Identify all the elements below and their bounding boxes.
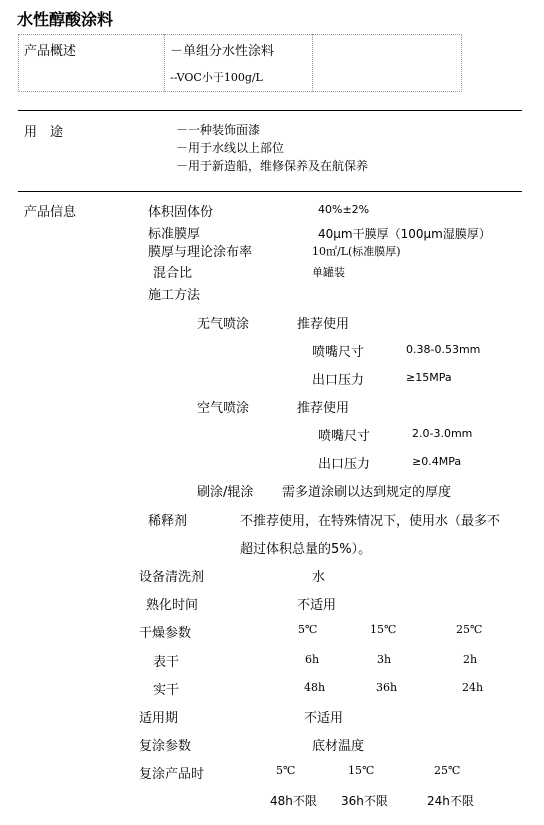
thinner-label: 稀释剂	[148, 514, 188, 529]
air-pressure-value: ≥0.4MPa	[412, 455, 462, 468]
section-divider-2	[18, 191, 522, 192]
info-key-mix: 混合比	[153, 266, 193, 281]
surface-dry-value: 2h	[463, 653, 478, 666]
brush-label: 刷涂/辊涂	[197, 485, 254, 500]
info-key-solids: 体积固体份	[148, 205, 214, 220]
cure-value: 不适用	[297, 598, 337, 613]
airless-label: 无气喷涂	[197, 317, 250, 332]
airless-nozzle-key: 喷嘴尺寸	[312, 345, 365, 360]
surface-dry-value: 6h	[305, 653, 320, 666]
airless-pressure-value: ≥15MPa	[406, 371, 452, 384]
thinner-line-2: 超过体积总量的5%）。	[240, 542, 372, 557]
overview-line-1: －单组分水性涂料	[170, 44, 275, 59]
info-key-application: 施工方法	[148, 288, 201, 303]
dry-temp: 25℃	[456, 623, 483, 636]
info-key-film: 标准膜厚	[148, 227, 201, 242]
overview-divider-2	[312, 34, 313, 92]
hard-dry-value: 36h	[376, 681, 398, 694]
brush-value: 需多道涂刷以达到规定的厚度	[282, 485, 452, 500]
surface-dry-value: 3h	[377, 653, 392, 666]
airless-rec: 推荐使用	[297, 317, 350, 332]
recoat-interval: 36h不限	[341, 794, 388, 808]
cleaner-label: 设备清洗剂	[139, 570, 205, 585]
usage-item: －一种装饰面漆	[176, 123, 261, 137]
overview-divider-1	[164, 34, 165, 92]
info-key-coverage: 膜厚与理论涂布率	[148, 245, 253, 260]
info-value-solids: 40%±2%	[318, 203, 370, 216]
air-pressure-key: 出口压力	[318, 457, 371, 472]
dry-temp: 15℃	[370, 623, 397, 636]
cleaner-value: 水	[312, 570, 326, 585]
info-label: 产品信息	[24, 205, 77, 220]
usage-item: －用于新造船，维修保养及在航保养	[176, 159, 369, 173]
dry-label: 干燥参数	[139, 626, 192, 641]
recoat-value: 底材温度	[312, 739, 365, 754]
usage-label: 用 途	[24, 125, 64, 140]
cure-label: 熟化时间	[146, 598, 199, 613]
info-value-film: 40μm干膜厚（100μm湿膜厚）	[318, 227, 491, 241]
surface-dry-label: 表干	[153, 655, 180, 670]
potlife-label: 适用期	[139, 711, 179, 726]
airless-pressure-key: 出口压力	[312, 373, 365, 388]
recoat-interval: 24h不限	[427, 794, 474, 808]
recoat-temp: 15℃	[348, 764, 375, 777]
recoat-label: 复涂参数	[139, 739, 192, 754]
potlife-value: 不适用	[304, 711, 344, 726]
hard-dry-value: 24h	[462, 681, 484, 694]
air-label: 空气喷涂	[197, 401, 250, 416]
overview-label: 产品概述	[24, 44, 77, 59]
airless-nozzle-value: 0.38-0.53mm	[406, 343, 481, 356]
air-nozzle-value: 2.0-3.0mm	[412, 427, 473, 440]
recoat-interval: 48h不限	[270, 794, 317, 808]
hard-dry-value: 48h	[304, 681, 326, 694]
usage-item: －用于水线以上部位	[176, 141, 285, 155]
info-value-mix: 单罐装	[312, 266, 345, 279]
overview-line-2: --VOC小于100g/L	[170, 71, 263, 84]
hard-dry-label: 实干	[153, 683, 180, 698]
recoat-temp: 5℃	[276, 764, 296, 777]
recoat-temp: 25℃	[434, 764, 461, 777]
dry-temp: 5℃	[298, 623, 318, 636]
recoat-time-label: 复涂产品时	[139, 767, 205, 782]
air-nozzle-key: 喷嘴尺寸	[318, 429, 371, 444]
air-rec: 推荐使用	[297, 401, 350, 416]
section-divider-1	[18, 110, 522, 111]
document-title: 水性醇酸涂料	[17, 10, 114, 29]
thinner-line-1: 不推荐使用，在特殊情况下，使用水（最多不	[240, 514, 501, 529]
info-value-coverage: 10㎡/L(标准膜厚)	[312, 245, 401, 258]
